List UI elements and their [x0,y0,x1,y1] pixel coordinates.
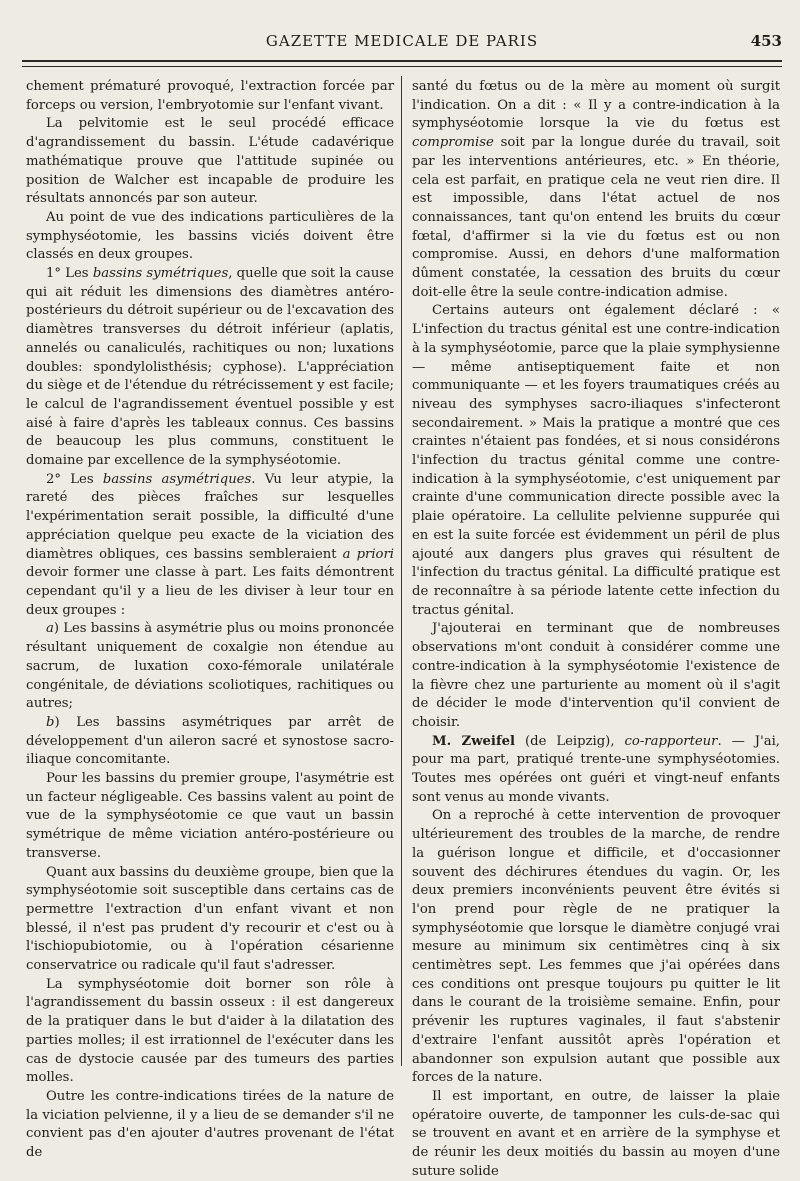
paragraph [26,714,394,770]
emphasis: bassins symétriques [92,266,229,282]
text-run: (de Leipzig), [515,733,625,749]
paragraph [26,471,394,621]
column-divider [401,76,402,1066]
paragraph [26,620,394,714]
paragraph: Quant aux bassins du deuxième groupe, bien que la symphyséotomie soit susceptible dans certains cas de permettre l'extraction d'un enfant vivant et non blessé, il n'est pas prudent d'y recourir et c'est ou à l'ischiopubiotomie, ou à l'opération césarienne conservatrice ou radicale qu'il faut s'adresser. [26,864,394,974]
emphasis: bassins asymétriques [102,471,252,487]
paragraph: Outre les contre-indications tirées de la nature de la viciation pelvienne, il y a lieu de se demander s'il ne convient pas d'en ajouter d'autres provenant de l'état de [26,1088,394,1161]
paragraph: J'ajouterai en terminant que de nombreuses observations m'ont conduit à considérer comme une contre-indication à la symphyséotomie l'existence de la fièvre chez une parturiente au moment où il s'agit de décider le mode d'intervention qu'il convient de choisir. [412,621,780,730]
paragraph: Certains auteurs ont également déclaré : « L'infection du tractus génital est une contre-indication à la symphyséotomie, parce que la plaie symphysienne — même antiseptiquement faite et non communiquante — et les foyers traumatiques créés au niveau des symphyses sacro-iliaques s'infecteront secondairement. » Mais la pratique a montré que ces craintes n'étaient pas fondées, et si nous considérons l'infection du tractus génital comme une contre-indication à la symphyséotomie, c'est uniquement par crainte d'une communication directe possible avec la plaie opératoire. La cellulite pelvienne suppurée qui en est la suite forcée est évidemment un péril de plus ajouté aux dangers plus graves qui résultent de l'infection du tractus génital. La difficulté pratique est de reconnaître à sa période latente cette infection du tractus génital. [412,303,780,618]
paragraph [26,265,394,471]
header-rule-thin [22,66,782,67]
running-header [22,28,782,52]
text-run: devoir former une classe à part. Les faits démontrent cependant qu'il y a lieu de les diviser à leur tour en deux groupes : [26,565,394,618]
paragraph: chement prématuré provoqué, l'extraction forcée par forceps ou version, l'embryotomie sur l'enfant vivant. [26,79,394,113]
speaker-name: M. Zweifel [432,733,516,749]
text-run: soit par la longue durée du travail, soit par les interventions antérieures, etc. » En théorie, cela est parfait, en pratique cela ne veut rien dire. Il est impossible, dans l'état actuel de nos connaissances, tant qu'on entend les bruits du cœur fœtal, d'affirmer si la vie du fœtus est ou non compromise. Aussi, en dehors d'une malformation dûment constatée, la cessation des bruits du cœur doit-elle être la seule contre-indication admise. [412,135,780,300]
text-run: ) Les bassins asymétriques par arrêt de développement d'un aileron sacré et synostose sacro-iliaque concomitante. [26,714,394,768]
emphasis: a priori [342,546,395,562]
paragraph: On a reproché à cette intervention de provoquer ultérieurement des troubles de la marche, de rendre la guérison longue et difficile, et d'occasionner souvent des déchirures étendues du vagin. Or, les deux premiers inconvénients peuvent être évités si l'on prend pour règle de ne pratiquer la symphyséotomie que lorsque le diamètre conjugé vrai mesure au minimum six centimètres cinq à six centimètres sept. Les femmes que j'ai opérées dans ces conditions ont presque toujours pu quitter le lit dans le courant de la troisième semaine. Enfin, pour prévenir les ruptures vaginales, il faut s'abstenir d'extraire l'enfant aussitôt après l'opération et abandonner son expulsion autant que possible aux forces de la nature. [412,808,780,1086]
list-label: b [46,714,55,730]
paragraph: La pelvitomie est le seul procédé efficace d'agrandissement du bassin. L'étude cadavérique mathématique prouve que l'attitude supinée ou position de Walcher est incapable de produire les résultats annoncés par son auteur. [26,116,394,207]
text-run: . — J'ai, pour ma part, pratiqué trente-une symphyséotomies. Toutes mes opérées ont guéri et vingt-neuf enfants sont venus au monde vivants. [412,733,780,805]
speaker-role: co-rapporteur [624,733,718,749]
text-run: santé du fœtus ou de la mère au moment où surgit l'indication. On a dit : « Il y a contre-indication à la symphyséotomie lorsque la vie du fœtus est [412,79,780,132]
text-run: 1° Les [46,266,93,282]
text-run: , quelle que soit la cause qui ait réduit les dimensions des diamètres antéro-postérieurs du détroit supérieur ou de l'excavation des diamètres transverses du détroit inférieur (aplatis, annelés ou canaliculés, rachitiques ou non; luxations doubles: spondylolisthésis; cyphose). L'appréciation du siège et de l'étendue du rétrécissement y est facile; le calcul de l'agrandissement éventuel possible y est aisé à faire d'après les tableaux connus. Ces bassins de beaucoup les plus communs, constituent le domaine par excellence de la symphyséotomie. [26,266,394,469]
text-run: . Vu leur atypie, la rareté des pièces fraîches sur lesquelles l'expérimentation serait possible, la difficulté d'une appréciation quelque peu exacte de la viciation des diamètres obliques, ces bassins sembleraient [26,471,394,562]
left-column [26,78,395,1161]
paragraph: Au point de vue des indications particulières de la symphyséotomie, les bassins viciés doivent être classés en deux groupes. [26,209,394,263]
page-number: 453 [750,32,782,50]
right-column [412,78,780,1179]
text-run: 2° Les [46,471,103,487]
journal-title: GAZETTE MEDICALE DE PARIS [265,32,539,50]
header-rule-thick [22,60,782,62]
paragraph: La symphyséotomie doit borner son rôle à l'agrandissement du bassin osseux : il est dangereux de la pratiquer dans le but d'aider à la dilatation des parties molles; il est irrationnel de l'exécuter dans les cas de dystocie causée par des tumeurs des parties molles. [26,976,394,1086]
list-label: a [46,621,54,637]
text-run: ) Les bassins à asymétrie plus ou moins prononcée résultant uniquement de coxalgie non étendue au sacrum, de luxation coxo-fémorale unilatérale congénitale, de déviations scoliotiques, rachitiques ou autres; [26,621,394,712]
paragraph [412,78,780,302]
paragraph: Pour les bassins du premier groupe, l'asymétrie est un facteur négligeable. Ces bassins valent au point de vue de la symphyséotomie ce que vaut un bassin symétrique de même viciation antéro-postérieure ou transverse. [26,771,394,861]
emphasis: compromise [412,135,494,151]
paragraph [412,733,780,808]
paragraph: Il est important, en outre, de laisser la plaie opératoire ouverte, de tamponner les culs-de-sac qui se trouvent en avant et en arrière de la symphyse et de réunir les deux moitiés du bassin au moyen d'une suture solide [412,1088,780,1179]
